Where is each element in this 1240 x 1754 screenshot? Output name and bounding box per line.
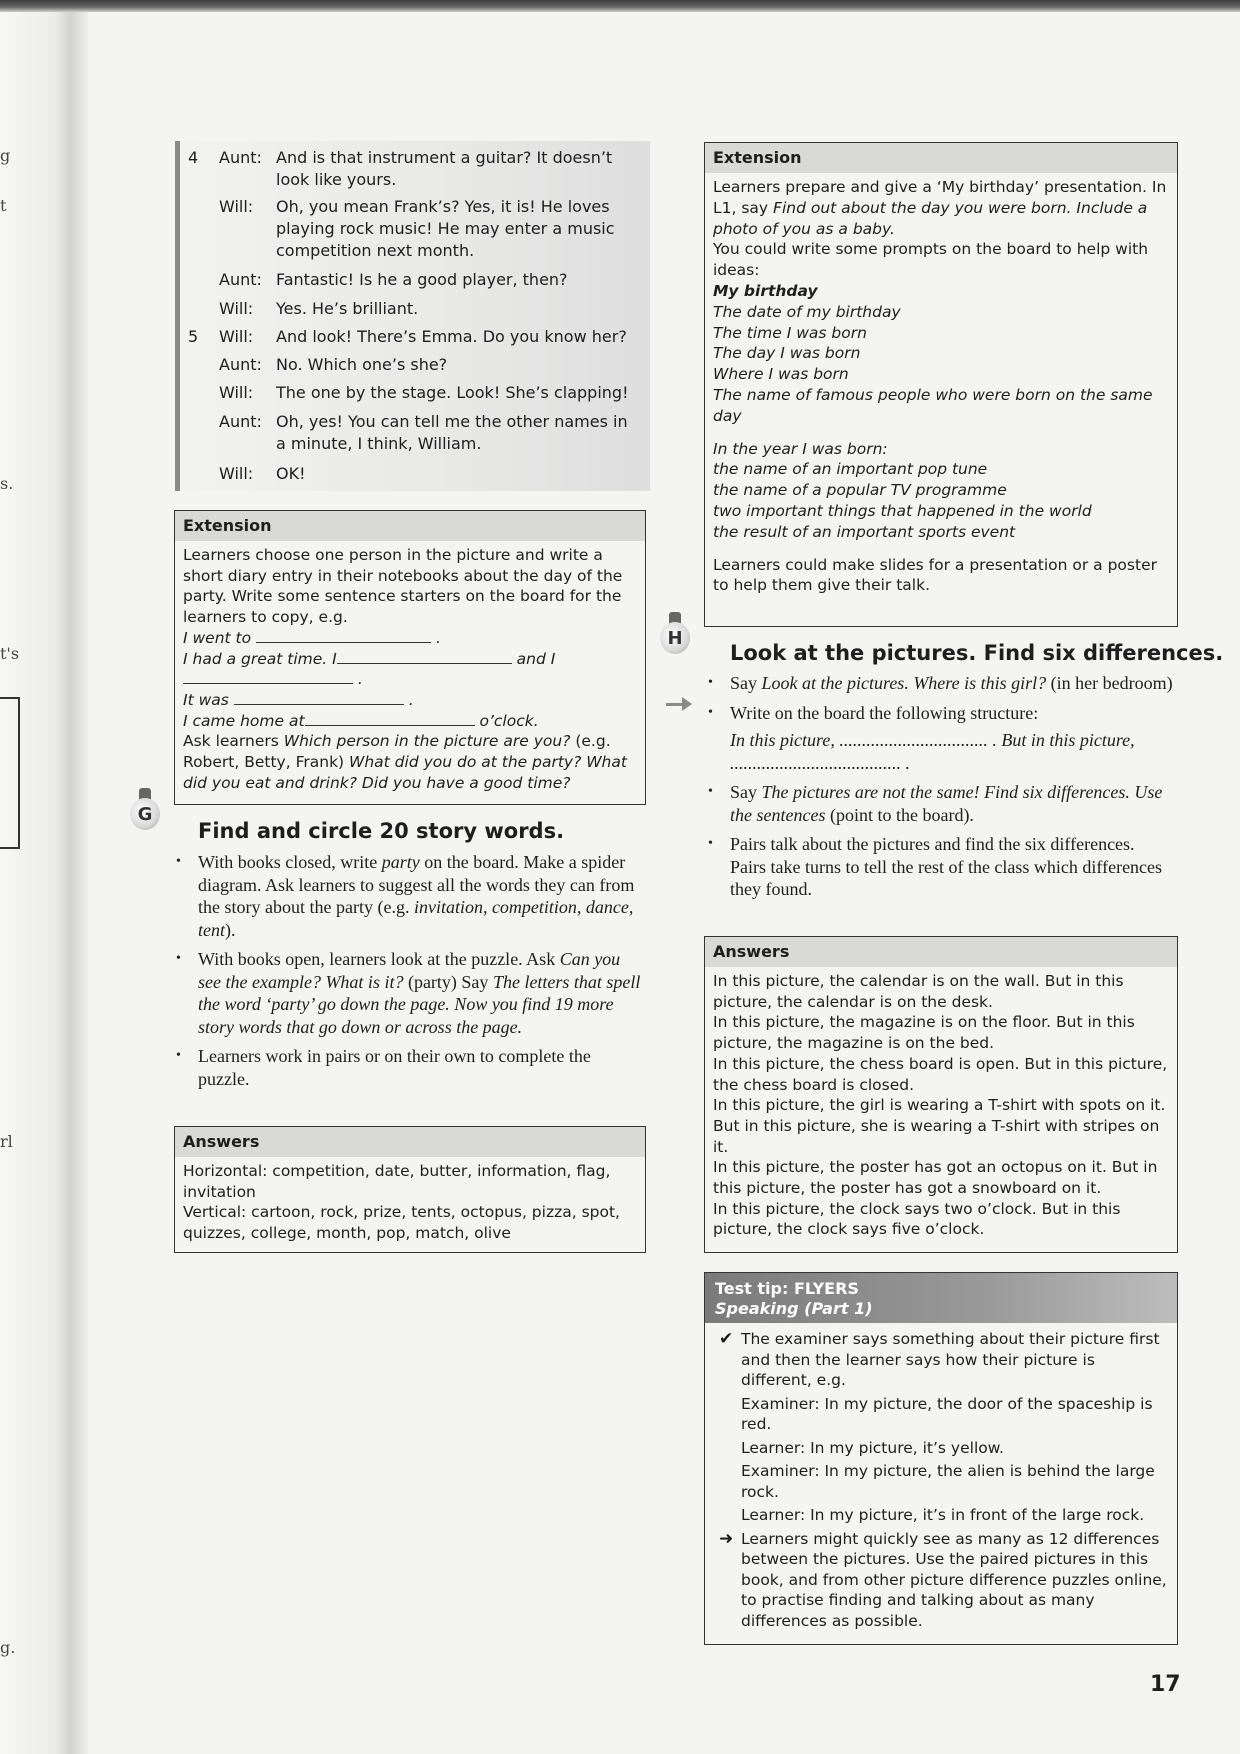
prompt-line: The day I was born xyxy=(713,344,861,363)
bullet-text: (in her bedroom) xyxy=(1046,673,1173,693)
bullet-text: Say xyxy=(730,673,762,693)
dialogue-number: 5 xyxy=(188,327,199,346)
answers-box-left xyxy=(174,1126,646,1253)
arrow-shape xyxy=(666,697,692,711)
dialogue-speaker: Will: xyxy=(219,464,254,483)
dialogue-line: And is that instrument a guitar? It doesn’t look like yours. xyxy=(276,148,613,189)
bullet-item xyxy=(176,851,646,941)
edge-fragment: rl xyxy=(0,1132,13,1151)
box-title: Answers xyxy=(705,937,1177,967)
dialogue-speaker: Aunt: xyxy=(219,412,262,431)
dialogue-speaker: Will: xyxy=(219,197,254,216)
blank-line xyxy=(183,669,353,684)
blank-line xyxy=(234,690,404,705)
starter-text: I came home at xyxy=(183,711,305,730)
tip-row xyxy=(713,1329,1169,1526)
sentence-starter xyxy=(183,711,637,732)
bullet-text: The pictures are not the same! Find six differences. Use the sentences xyxy=(730,782,1163,825)
dialogue-line: No. Which one’s she? xyxy=(276,355,448,374)
prompt-line: The date of my birthday xyxy=(713,302,901,321)
answer-line: In this picture, the magazine is on the floor. But in this picture, the magazine is on the bed. xyxy=(713,1013,1135,1053)
bullet-text: The letters that spell the word ‘party’ go down the page. Now you find 19 more story words that go down or across the page. xyxy=(198,971,641,1037)
dialogue-line: Fantastic! Is he a good player, then? xyxy=(276,270,568,289)
box-title: Answers xyxy=(175,1127,645,1157)
bullet-text: invitation, competition, dance, tent xyxy=(198,897,634,940)
prompt-line: two important things that happened in the world xyxy=(713,501,1092,520)
dialogue-speaker: Will: xyxy=(219,383,254,402)
box-body xyxy=(705,967,1177,1244)
section-letter: G xyxy=(137,804,153,825)
dialogue-line: OK! xyxy=(276,464,306,483)
dialogue-line: Oh, yes! You can tell me the other names in a minute, I think, William. xyxy=(276,412,628,453)
tip-example: Examiner: In my picture, the alien is behind the large rock. xyxy=(741,1462,1155,1501)
extension-text: You could write some prompts on the board to help with ideas: xyxy=(713,240,1149,280)
prompt-line: The name of famous people who were born on the same day xyxy=(713,385,1153,425)
sentence-starter: I went to . xyxy=(183,628,441,647)
extension-text-part: Find out about the day you were born. Include a photo of you as a baby. xyxy=(713,198,1148,238)
extension-text xyxy=(713,177,1169,239)
page-top-edge xyxy=(0,0,1240,12)
bullet-text: (point to the board). xyxy=(825,804,974,825)
bullet-text: With books closed, write xyxy=(198,852,382,872)
tip-text: Learners might quickly see as many as 12 differences between the pictures. Use the paired pictures in this book, and from other picture difference puzzles online, to practise finding and talking about as many differences as possible. xyxy=(741,1529,1167,1630)
tip-row xyxy=(713,1529,1169,1632)
starter-text: I went to xyxy=(183,628,252,647)
question-text: (e.g. Robert, Betty, Frank) xyxy=(183,732,611,772)
starter-text: and I xyxy=(516,649,556,668)
bullet-text: Pairs talk about the pictures and find the six differences. Pairs take turns to tell the rest of the class which differences they found. xyxy=(730,834,1163,899)
extension-intro: Learners choose one person in the picture and write a short diary entry in their notebooks about the day of the party. Write some sentence starters on the board for the learners to copy, e.g. xyxy=(183,546,623,627)
section-letter: H xyxy=(667,628,683,649)
tip-example: Learner: In my picture, it’s yellow. xyxy=(741,1438,1004,1457)
question-text: Which person in the picture are you? xyxy=(283,732,571,751)
book-spine-shadow xyxy=(0,12,88,1754)
edge-fragment: t's xyxy=(0,644,20,663)
bullet-text: Write on the board the following structure: xyxy=(730,702,1039,723)
extension-box-left xyxy=(174,510,646,805)
bullet-item xyxy=(708,833,1174,901)
prompt-heading: My birthday xyxy=(713,281,818,300)
prompt-line: The time I was born xyxy=(713,323,867,342)
tip-text: The examiner says something about their picture first and then the learner says how their picture is different, e.g. xyxy=(741,1330,1160,1389)
extension-text-part: Learners prepare and give a ‘My birthday’ presentation. In L1, say xyxy=(713,178,1167,217)
extension-questions xyxy=(183,731,637,793)
answers-box-right xyxy=(704,936,1178,1253)
prompt-line: the result of an important sports event xyxy=(713,522,1016,541)
bullet-text: Can you see the example? What is it? xyxy=(198,949,621,992)
prompt-line: the name of an important pop tune xyxy=(713,460,988,479)
bullet-text: With books open, learners look at the puzzle. Ask xyxy=(198,949,560,969)
dialogue-line: Oh, you mean Frank’s? Yes, it is! He loves playing rock music! He may enter a music competition next month. xyxy=(276,197,615,260)
bullet-text: ). xyxy=(225,919,236,940)
starter-text: o’clock. xyxy=(479,711,539,730)
dialogue-speaker: Aunt: xyxy=(219,148,262,167)
prompt-line: the name of a popular TV programme xyxy=(713,481,1007,500)
dialogue-speaker: Will: xyxy=(219,299,254,318)
answers-vertical: Vertical: cartoon, rock, prize, tents, octopus, pizza, spot, quizzes, college, month, pop, match, olive xyxy=(183,1203,620,1242)
bullet-item xyxy=(176,948,646,1038)
starter-text: It was xyxy=(183,690,229,709)
bullet-text: Say xyxy=(730,782,762,802)
bullet-text: party xyxy=(381,852,420,872)
extension-text: Learners could make slides for a presentation or a poster to help them give their talk. xyxy=(713,555,1157,595)
box-body xyxy=(705,173,1177,600)
bullet-text: (party) Say xyxy=(403,971,493,992)
sentence-starter: It was . xyxy=(183,690,414,709)
bullet-text: Learners work in pairs or on their own to complete the puzzle. xyxy=(198,1046,591,1089)
edge-fragment: g xyxy=(0,146,11,165)
bullet-item xyxy=(708,702,1174,775)
answer-line: In this picture, the girl is wearing a T-shirt with spots on it. But in this picture, she is wearing a T-shirt with stripes on it. xyxy=(713,1096,1166,1156)
sentence-starter: . xyxy=(183,669,637,690)
blank-line xyxy=(256,628,431,643)
blank-line xyxy=(337,649,512,664)
dialogue-speaker: Will: xyxy=(219,327,254,346)
page-number: 17 xyxy=(1150,1672,1181,1697)
bullet-item xyxy=(708,781,1174,826)
test-tip-title: Test tip: FLYERS xyxy=(715,1279,859,1298)
spacer xyxy=(713,427,1169,439)
test-tip-box xyxy=(704,1272,1178,1645)
arrow-icon xyxy=(664,692,694,714)
edge-fragment: t xyxy=(0,196,7,215)
dialogue-speaker: Aunt: xyxy=(219,270,262,289)
section-h-heading: Look at the pictures. Find six differences. xyxy=(730,641,1224,665)
tip-example: Examiner: In my picture, the door of the spaceship is red. xyxy=(741,1394,1153,1433)
bullet-text: on the board. Make a spider diagram. Ask learners to suggest all the words they can from the story about the party (e.g. xyxy=(198,852,635,917)
bullet-item xyxy=(708,672,1174,695)
prompt-line: Where I was born xyxy=(713,365,849,384)
box-body xyxy=(705,1323,1177,1635)
tip-example: Learner: In my picture, it’s in front of the large rock. xyxy=(741,1506,1145,1524)
bullet-item xyxy=(176,1045,646,1090)
dialogue-line: The one by the stage. Look! She’s clapping! xyxy=(276,383,629,402)
spacer xyxy=(713,543,1169,555)
question-text: Ask learners xyxy=(183,732,284,751)
check-icon: ✔ xyxy=(719,1329,734,1349)
dialogue-panel xyxy=(175,141,650,491)
section-h-bulb-icon xyxy=(660,612,690,656)
arrow-right-icon: ➜ xyxy=(719,1528,734,1549)
prompt-line: In the year I was born: xyxy=(713,439,888,458)
board-structure: In this picture, ................................. . But in this picture, ...................................... . xyxy=(730,730,1135,773)
box-body xyxy=(175,541,645,797)
edge-fragment: s. xyxy=(0,474,14,493)
section-h-bullets xyxy=(708,672,1174,908)
sentence-starter xyxy=(183,649,637,670)
box-body xyxy=(175,1157,645,1247)
dialogue-speaker: Aunt: xyxy=(219,355,262,374)
dialogue-line: Yes. He’s brilliant. xyxy=(276,299,419,318)
answers-horizontal: Horizontal: competition, date, butter, information, flag, invitation xyxy=(183,1162,611,1201)
box-title: Extension xyxy=(175,511,645,541)
dialogue-line: And look! There’s Emma. Do you know her? xyxy=(276,327,627,346)
edge-fragment: g. xyxy=(0,1638,16,1657)
test-tip-subtitle: Speaking (Part 1) xyxy=(715,1299,873,1318)
answer-line: In this picture, the poster has got an octopus on it. But in this picture, the poster has got a snowboard on it. xyxy=(713,1158,1158,1198)
section-g-bulb-icon xyxy=(130,788,160,832)
extension-box-right xyxy=(704,142,1178,627)
box-title: Extension xyxy=(705,143,1177,173)
blank-line xyxy=(305,711,475,726)
answer-line: In this picture, the clock says two o’clock. But in this picture, the clock says five o’clock. xyxy=(713,1199,1121,1239)
bullet-text: Look at the pictures. Where is this girl? xyxy=(761,673,1047,693)
section-g-bullets xyxy=(176,851,646,1097)
answer-line: In this picture, the calendar is on the wall. But in this picture, the calendar is on the desk. xyxy=(713,972,1124,1011)
test-tip-header xyxy=(705,1273,1177,1323)
answer-line: In this picture, the chess board is open. But in this picture, the chess board is closed. xyxy=(713,1054,1168,1094)
dialogue-number: 4 xyxy=(188,148,199,167)
starter-text: I had a great time. I xyxy=(183,649,337,668)
question-text: What did you do at the party? What did you eat and drink? Did you have a good time? xyxy=(183,753,627,792)
edge-box-fragment xyxy=(0,697,20,849)
section-g-heading: Find and circle 20 story words. xyxy=(198,819,565,843)
